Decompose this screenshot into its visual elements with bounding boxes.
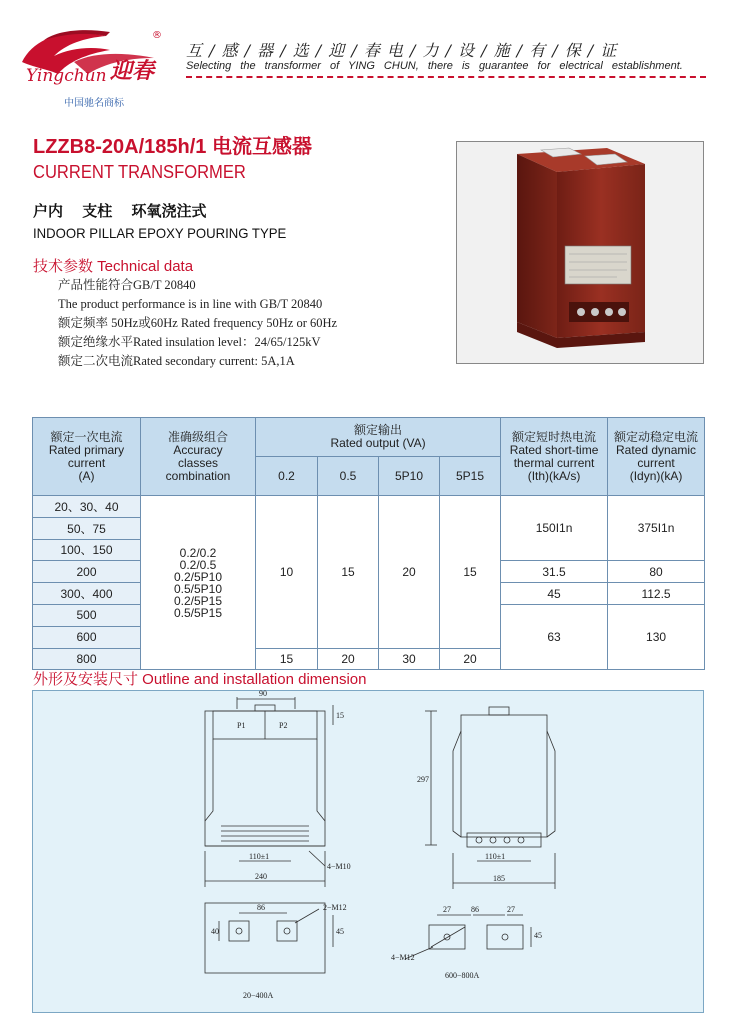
thermal-current-value: 63 <box>501 604 608 669</box>
dim-15: 15 <box>336 711 344 720</box>
registered-mark: ® <box>152 30 162 41</box>
output-5p10-value-800: 30 <box>379 648 440 670</box>
slogan-english: Selecting the transformer of YING CHUN, there is guarantee for electrical establishment. <box>186 60 683 72</box>
primary-current-cell: 500 <box>33 604 141 626</box>
dim-86-right: 86 <box>471 905 479 914</box>
thermal-current-value: 45 <box>501 583 608 605</box>
dynamic-current-value: 375I1n <box>608 496 705 561</box>
outline-heading: 外形及安装尺寸 Outline and installation dimension <box>33 671 367 688</box>
header-output-5p15: 5P15 <box>440 457 501 496</box>
rating-table <box>32 417 705 670</box>
dynamic-current-value: 112.5 <box>608 583 705 605</box>
brand-chinese: 迎春 <box>110 59 155 84</box>
product-subtitle: CURRENT TRANSFORMER <box>33 162 246 182</box>
caption-600-800a: 600−800A <box>445 971 480 980</box>
dim-86-left: 86 <box>257 903 265 912</box>
spec-secondary-current: 额定二次电流Rated secondary current: 5A,1A <box>58 354 295 368</box>
dim-110-left: 110±1 <box>249 852 270 861</box>
header-rated-output: 额定输出 Rated output (VA) <box>256 418 501 457</box>
brand-script: Yingchun <box>26 66 107 86</box>
header-thermal-current: 额定短时热电流 Rated short-time thermal current (Ith)(kA/s) <box>501 418 608 496</box>
header-accuracy: 准确级组合 Accuracy classes combination <box>141 418 256 496</box>
dim-40: 40 <box>211 927 219 936</box>
dim-45-right: 45 <box>534 931 542 940</box>
primary-current-cell: 100、150 <box>33 539 141 561</box>
output-0-2-value: 10 <box>256 496 318 649</box>
thermal-current-value: 31.5 <box>501 561 608 583</box>
primary-current-cell: 300、400 <box>33 583 141 605</box>
technical-spec-list <box>58 276 337 371</box>
header-output-5p10: 5P10 <box>379 457 440 496</box>
dim-2m12: 2−M12 <box>323 903 347 912</box>
dim-240: 240 <box>255 872 267 881</box>
dim-45-left: 45 <box>336 927 344 936</box>
thermal-current-value: 150I1n <box>501 496 608 561</box>
output-5p10-value: 20 <box>379 496 440 649</box>
header-primary-current: 额定一次电流 Rated primary current (A) <box>33 418 141 496</box>
spec-standard-en: The product performance is in line with GB/T 20840 <box>58 297 323 311</box>
header-output-0-5: 0.5 <box>318 457 379 496</box>
primary-current-cell: 20、30、40 <box>33 496 141 518</box>
product-type-chinese: 户内 支柱 环氧浇注式 <box>33 202 207 220</box>
spec-standard-cn: 产品性能符合GB/T 20840 <box>58 278 196 292</box>
output-0-5-value: 15 <box>318 496 379 649</box>
output-5p15-value: 15 <box>440 496 501 649</box>
dim-27-a: 27 <box>443 905 451 914</box>
output-0-2-value-800: 15 <box>256 648 318 670</box>
spec-insulation: 额定绝缘水平Rated insulation level：24/65/125kV <box>58 335 321 349</box>
primary-current-cell: 800 <box>33 648 141 670</box>
product-title: LZZB8-20A/185h/1 电流互感器 <box>33 136 312 158</box>
outline-drawing <box>32 690 704 1013</box>
output-0-5-value-800: 20 <box>318 648 379 670</box>
dim-27-b: 27 <box>507 905 515 914</box>
slogan-chinese: 互 / 感 / 器 / 选 / 迎 / 春 电 / 力 / 设 / 施 / 有 / 保 / 证 <box>186 41 618 60</box>
primary-current-cell: 200 <box>33 561 141 583</box>
current-transformer-illustration <box>457 142 703 363</box>
terminal-p1-label: P1 <box>237 721 246 730</box>
terminal-p2-label: P2 <box>279 721 288 730</box>
dim-110-right: 110±1 <box>485 852 506 861</box>
primary-current-cell: 600 <box>33 626 141 648</box>
slogan-divider <box>186 76 706 78</box>
dim-297: 297 <box>417 775 429 784</box>
brand-sub: 中国驰名商标 <box>64 98 124 109</box>
header-output-0-2: 0.2 <box>256 457 318 496</box>
dimension-drawing <box>33 691 705 1014</box>
technical-data-heading: 技术参数 Technical data <box>33 258 194 275</box>
spec-frequency: 额定频率 50Hz或60Hz Rated frequency 50Hz or 60Hz <box>58 316 338 330</box>
dim-4m10: 4−M10 <box>327 862 351 871</box>
dim-185: 185 <box>493 874 505 883</box>
product-type-english: INDOOR PILLAR EPOXY POURING TYPE <box>33 225 287 241</box>
header-dynamic-current: 额定动稳定电流 Rated dynamic current (Idyn)(kA) <box>608 418 705 496</box>
dim-90: 90 <box>259 689 267 698</box>
dynamic-current-value: 130 <box>608 604 705 669</box>
accuracy-combinations: 0.2/0.2 0.2/0.5 0.2/5P10 0.5/5P10 0.2/5P15 0.5/5P15 <box>141 496 256 670</box>
output-5p15-value-800: 20 <box>440 648 501 670</box>
caption-20-400a: 20−400A <box>243 991 274 1000</box>
dim-4m12: 4−M12 <box>391 953 415 962</box>
brand-logo <box>14 22 164 100</box>
primary-current-cell: 50、75 <box>33 517 141 539</box>
product-photo <box>456 141 704 364</box>
dynamic-current-value: 80 <box>608 561 705 583</box>
